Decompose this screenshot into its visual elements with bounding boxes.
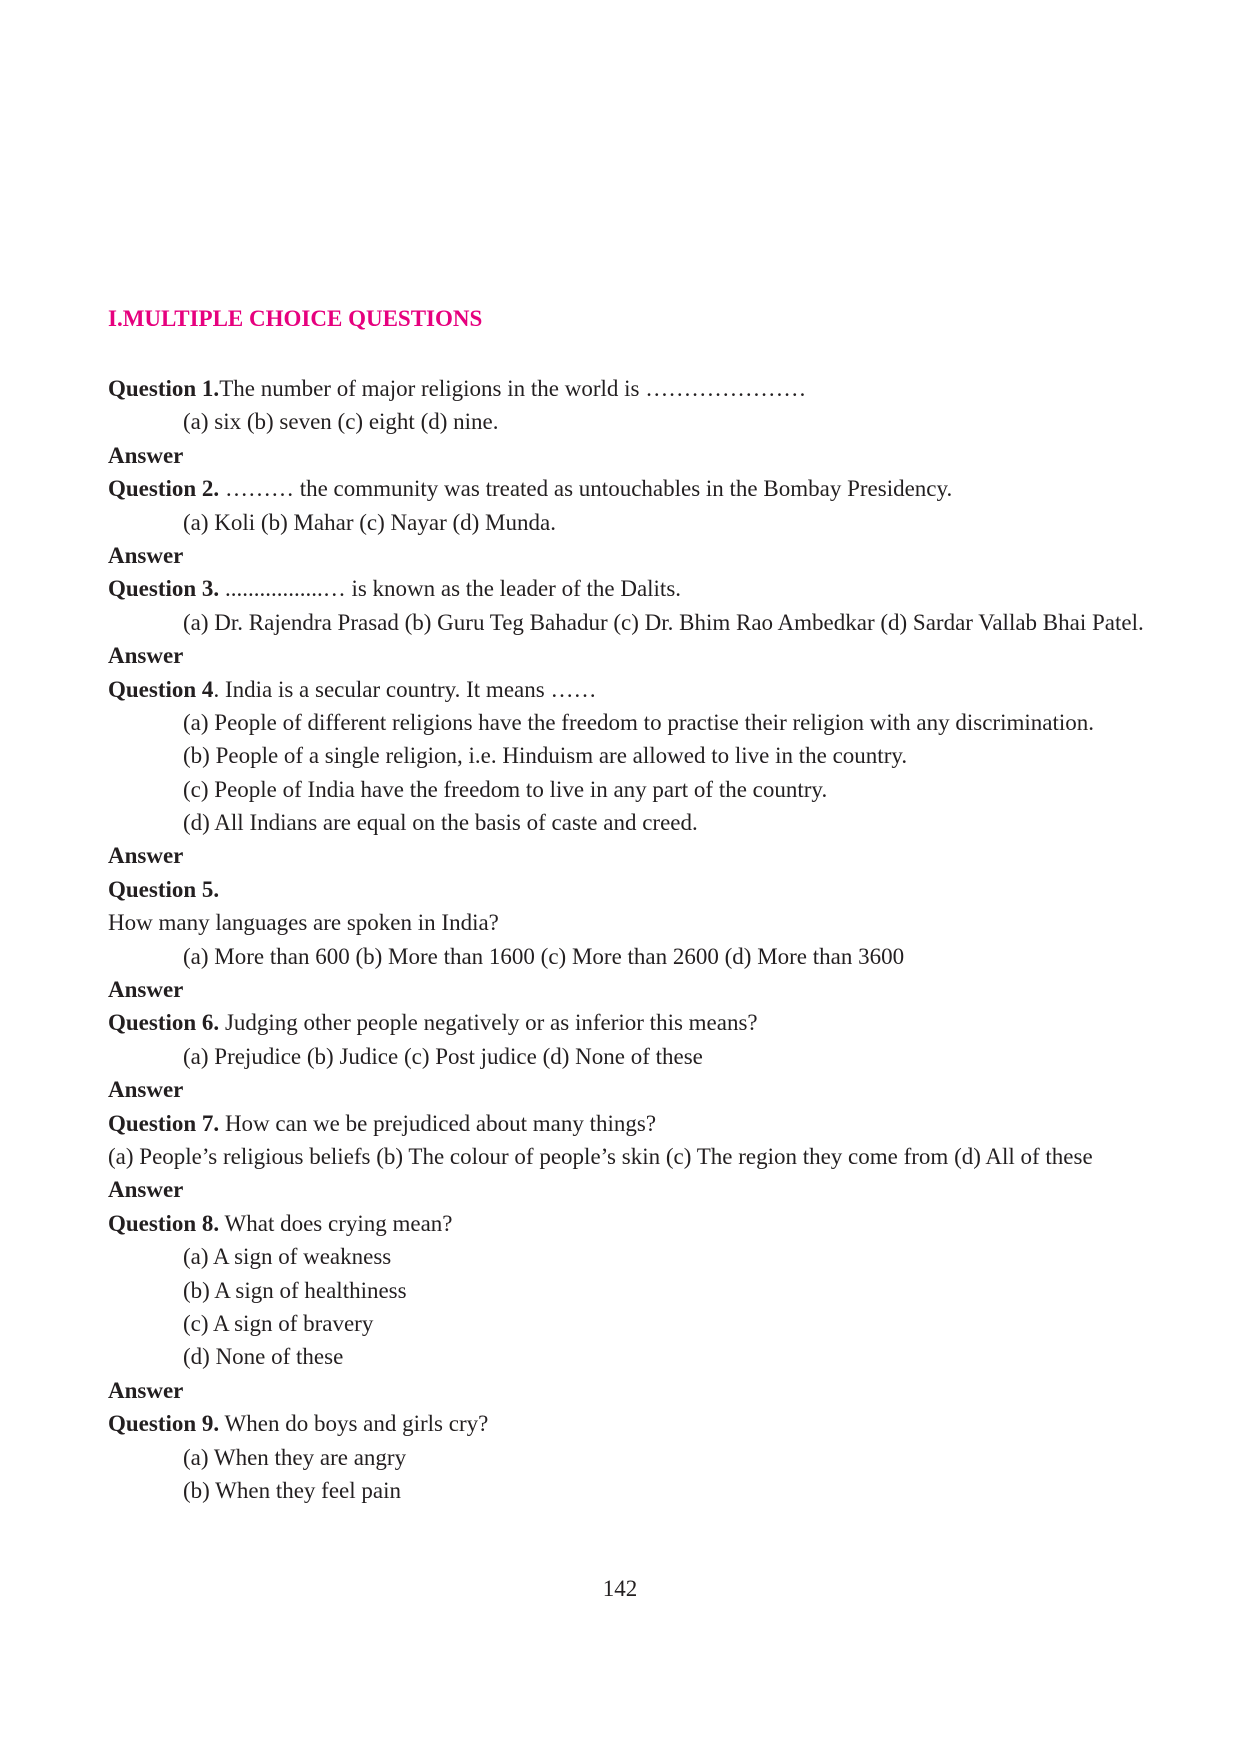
- question-9-text: When do boys and girls cry?: [219, 1411, 489, 1437]
- question-6: [108, 1006, 1148, 1039]
- question-6-label: Question 6.: [108, 1010, 220, 1036]
- section-title: I.MULTIPLE CHOICE QUESTIONS: [108, 306, 483, 331]
- question-4-label: Question 4: [108, 676, 214, 702]
- question-list: [108, 372, 1148, 1507]
- question-9-option-b: (b) When they feel pain: [183, 1477, 401, 1503]
- question-4: [108, 673, 1148, 706]
- question-8: [108, 1207, 1148, 1240]
- question-5-text: How many languages are spoken in India?: [108, 910, 499, 936]
- question-8-text: What does crying mean?: [219, 1210, 453, 1236]
- question-9-label: Question 9.: [108, 1411, 220, 1437]
- question-9: [108, 1407, 1148, 1440]
- question-8-label: Question 8.: [108, 1210, 220, 1236]
- question-7-text: How can we be prejudiced about many things?: [219, 1110, 657, 1136]
- question-1-options: (a) six (b) seven (c) eight (d) nine.: [183, 409, 499, 435]
- question-2-options: (a) Koli (b) Mahar (c) Nayar (d) Munda.: [183, 509, 556, 535]
- question-2-text: ……… the community was treated as untouchables in the Bombay Presidency.: [219, 476, 953, 502]
- question-2-label: Question 2.: [108, 476, 220, 502]
- question-2-answer: Answer: [108, 542, 184, 568]
- question-8-option-a: (a) A sign of weakness: [183, 1244, 392, 1270]
- question-7-options: (a) People’s religious beliefs (b) The colour of people’s skin (c) The region they come from (d) All of these: [108, 1144, 1093, 1169]
- question-7-answer: Answer: [108, 1177, 184, 1203]
- question-5-options: (a) More than 600 (b) More than 1600 (c) More than 2600 (d) More than 3600: [183, 943, 905, 969]
- question-5-answer: Answer: [108, 977, 184, 1003]
- question-4-text: . India is a secular country. It means ……: [213, 676, 597, 702]
- question-1-label: Question 1.: [108, 376, 220, 401]
- question-8-answer: Answer: [108, 1377, 184, 1403]
- question-2: [108, 472, 1148, 505]
- question-6-answer: Answer: [108, 1077, 184, 1103]
- question-8-option-c: (c) A sign of bravery: [183, 1310, 374, 1336]
- question-6-options: (a) Prejudice (b) Judice (c) Post judice (d) None of these: [183, 1043, 703, 1069]
- question-4-option-b: (b) People of a single religion, i.e. Hinduism are allowed to live in the country.: [183, 743, 908, 769]
- question-1-text: The number of major religions in the world is …………………: [219, 376, 807, 401]
- question-3-options: (a) Dr. Rajendra Prasad (b) Guru Teg Bahadur (c) Dr. Bhim Rao Ambedkar (d) Sardar Vallab Bhai Patel.: [183, 609, 1144, 635]
- page-number: 142: [602, 1576, 638, 1601]
- question-4-answer: Answer: [108, 843, 184, 869]
- question-7: [108, 1107, 1148, 1140]
- question-3-text: .................… is known as the leader of the Dalits.: [219, 576, 682, 602]
- question-6-text: Judging other people negatively or as inferior this means?: [219, 1010, 758, 1036]
- question-4-option-a: (a) People of different religions have the freedom to practise their religion with any discrimination.: [183, 709, 1094, 735]
- question-1-answer: Answer: [108, 442, 184, 468]
- question-4-option-c: (c) People of India have the freedom to live in any part of the country.: [183, 776, 828, 802]
- question-1: [108, 372, 1148, 405]
- question-7-label: Question 7.: [108, 1110, 220, 1136]
- question-5-label: Question 5.: [108, 876, 220, 902]
- question-3-label: Question 3.: [108, 576, 220, 602]
- question-9-option-a: (a) When they are angry: [183, 1444, 407, 1470]
- question-8-option-b: (b) A sign of healthiness: [183, 1277, 407, 1303]
- question-8-option-d: (d) None of these: [183, 1344, 344, 1370]
- question-3-answer: Answer: [108, 643, 184, 669]
- question-3: [108, 572, 1148, 605]
- question-4-option-d: (d) All Indians are equal on the basis of caste and creed.: [183, 810, 698, 836]
